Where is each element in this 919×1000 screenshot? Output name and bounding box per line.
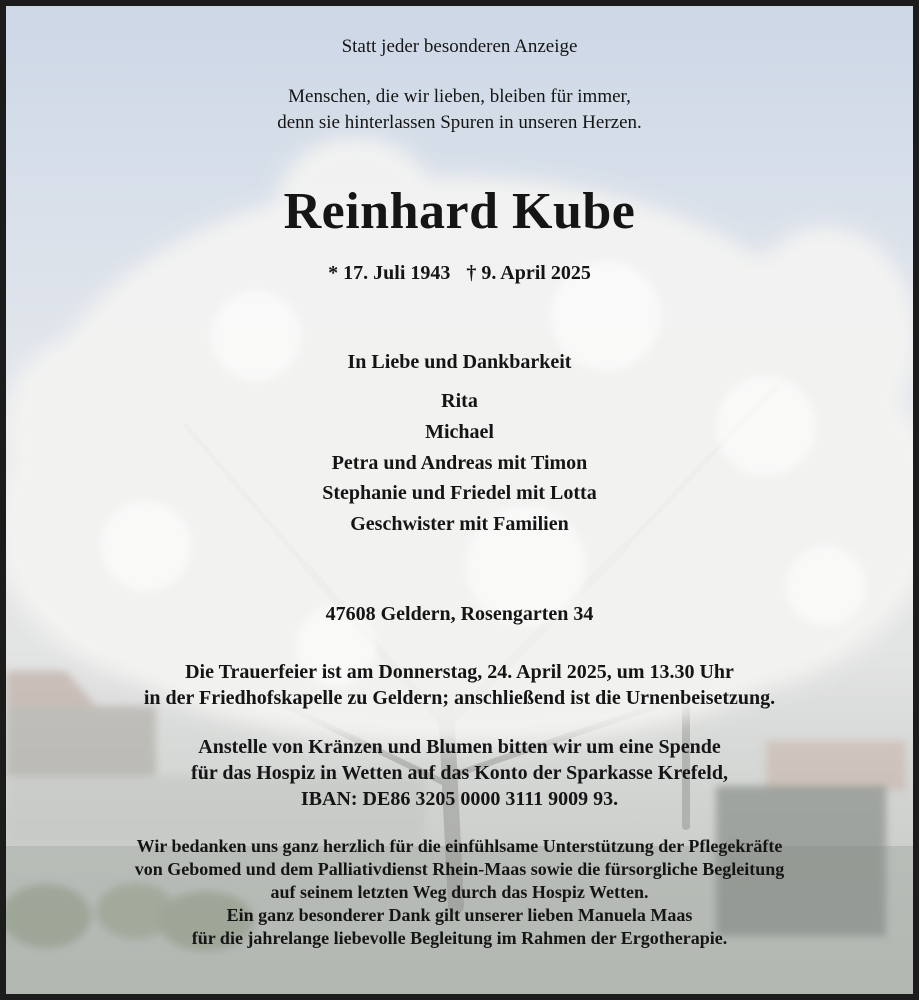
thanks-line-3: auf seinem letzten Weg durch das Hospiz Wetten.: [270, 882, 649, 902]
mourner-1: Rita: [441, 390, 478, 412]
thanks-line-1: Wir bedanken uns ganz herzlich für die einfühlsame Unterstützung der Pflegekräfte: [136, 836, 783, 856]
deceased-name: Reinhard Kube: [283, 183, 636, 240]
quote-line-2: denn sie hinterlassen Spuren in unseren Herzen.: [277, 112, 642, 133]
death-date: † 9. April 2025: [466, 262, 591, 284]
mourner-4: Stephanie und Friedel mit Lotta: [322, 482, 597, 504]
ceremony-line-2: in der Friedhofskapelle zu Geldern; anschließend ist die Urnenbeisetzung.: [143, 687, 776, 709]
life-dates: [6, 262, 913, 285]
thanks-line-4: Ein ganz besonderer Dank gilt unserer lieben Manuela Maas: [226, 905, 693, 925]
donation-line-1: Anstelle von Kränzen und Blumen bitten wir um eine Spende: [198, 736, 721, 758]
gratitude-line: In Liebe und Dankbarkeit: [347, 351, 572, 373]
quote-line-1: Menschen, die wir lieben, bleiben für immer,: [288, 86, 631, 107]
mourner-3: Petra und Andreas mit Timon: [331, 452, 588, 474]
address-line: 47608 Geldern, Rosengarten 34: [325, 603, 594, 625]
mourner-5: Geschwister mit Familien: [350, 513, 569, 535]
birth-date: * 17. Juli 1943: [328, 262, 451, 284]
ceremony-line-1: Die Trauerfeier ist am Donnerstag, 24. April 2025, um 13.30 Uhr: [185, 661, 734, 683]
donation-line-2: für das Hospiz in Wetten auf das Konto der Sparkasse Krefeld,: [191, 762, 728, 784]
donation-iban: IBAN: DE86 3205 0000 3111 9009 93.: [300, 788, 619, 810]
mourner-2: Michael: [425, 421, 494, 443]
thanks-line-5: für die jahrelange liebevolle Begleitung im Rahmen der Ergotherapie.: [191, 928, 728, 948]
header-line: Statt jeder besonderen Anzeige: [341, 36, 578, 57]
thanks-line-2: von Gebomed und dem Palliativdienst Rhein-Maas sowie die fürsorgliche Begleitung: [134, 859, 785, 879]
